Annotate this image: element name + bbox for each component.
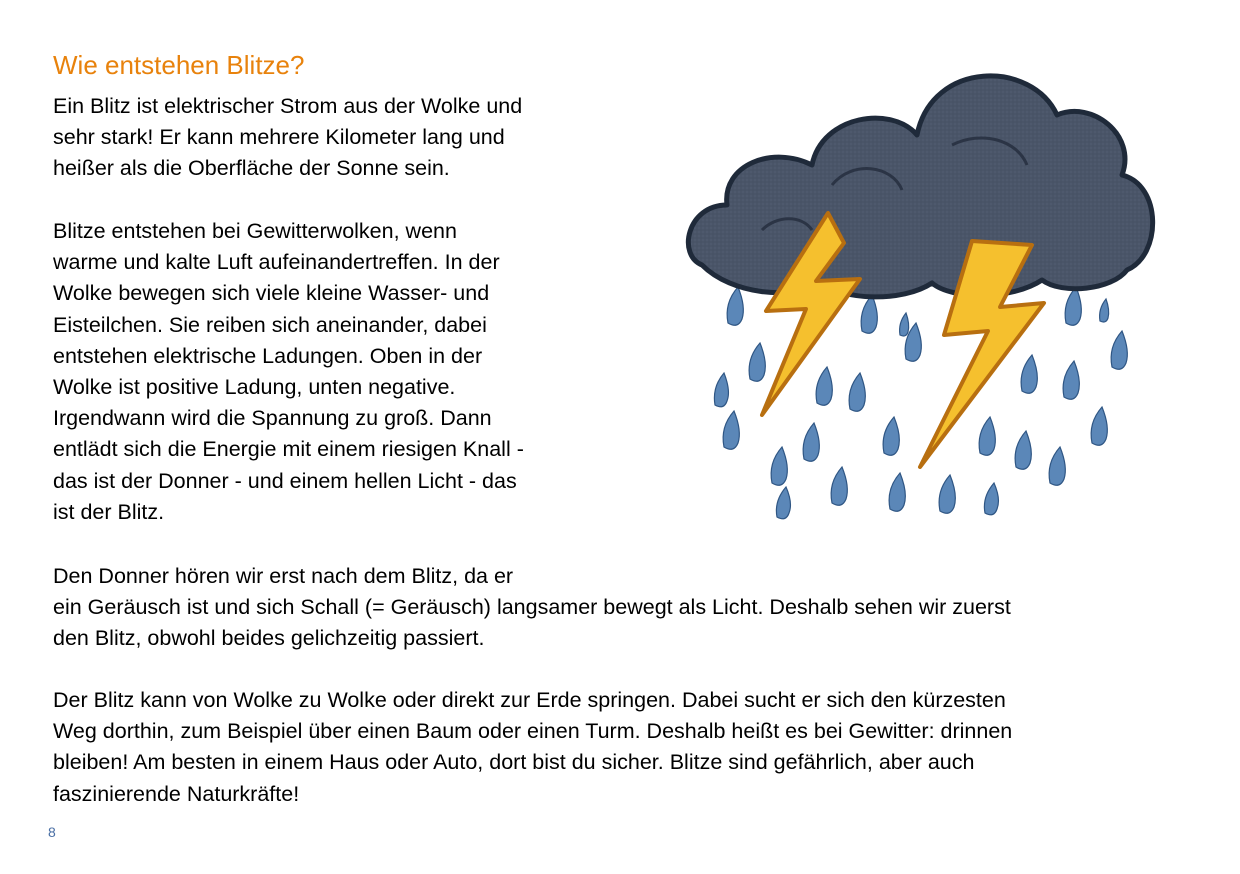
paragraph-thunder: Den Donner hören wir erst nach dem Blitz, da er ein Geräusch ist und sich Schall (= Geräusch) langsamer bewegt als Licht. Deshalb sehen wir zuerst den Blitz, obwohl beides gelichzeitig passiert.	[53, 564, 1011, 651]
cloud-shape	[688, 76, 1152, 297]
thunderstorm-cloud-icon	[682, 55, 1162, 530]
paragraph-safety: Der Blitz kann von Wolke zu Wolke oder direkt zur Erde springen. Dabei sucht er sich den kürzesten Weg dorthin, zum Beispiel über einen Baum oder einen Turm. Deshalb heißt es bei Gewitter: drinnen bleiben! Am besten in einem Haus oder Auto, dort bist du sicher. Blitze sind gefährlich, aber auch faszinierende Naturkräfte!	[53, 688, 1013, 806]
raindrops	[714, 287, 1127, 519]
page-title: Wie entstehen Blitze?	[53, 50, 305, 80]
paragraph-intro: Ein Blitz ist elektrischer Strom aus der Wolke und sehr stark! Er kann mehrere Kilometer lang und heißer als die Oberfläche der Sonne sein.	[53, 94, 523, 181]
paragraph-origin: Blitze entstehen bei Gewitterwolken, wenn warme und kalte Luft aufeinandertreffen. In der Wolke bewegen sich viele kleine Wasser- und Eisteilchen. Sie reiben sich aneinander, dabei entstehen elektrische Ladungen. Oben in der Wolke ist positive Ladung, unten negative. Irgendwann wird die Spannung zu groß. Dann entlädt sich die Energie mit einem riesigen Knall - das ist der Donner - und einem hellen Licht - das ist der Blitz.	[53, 219, 524, 524]
page-number: 8	[48, 824, 56, 840]
